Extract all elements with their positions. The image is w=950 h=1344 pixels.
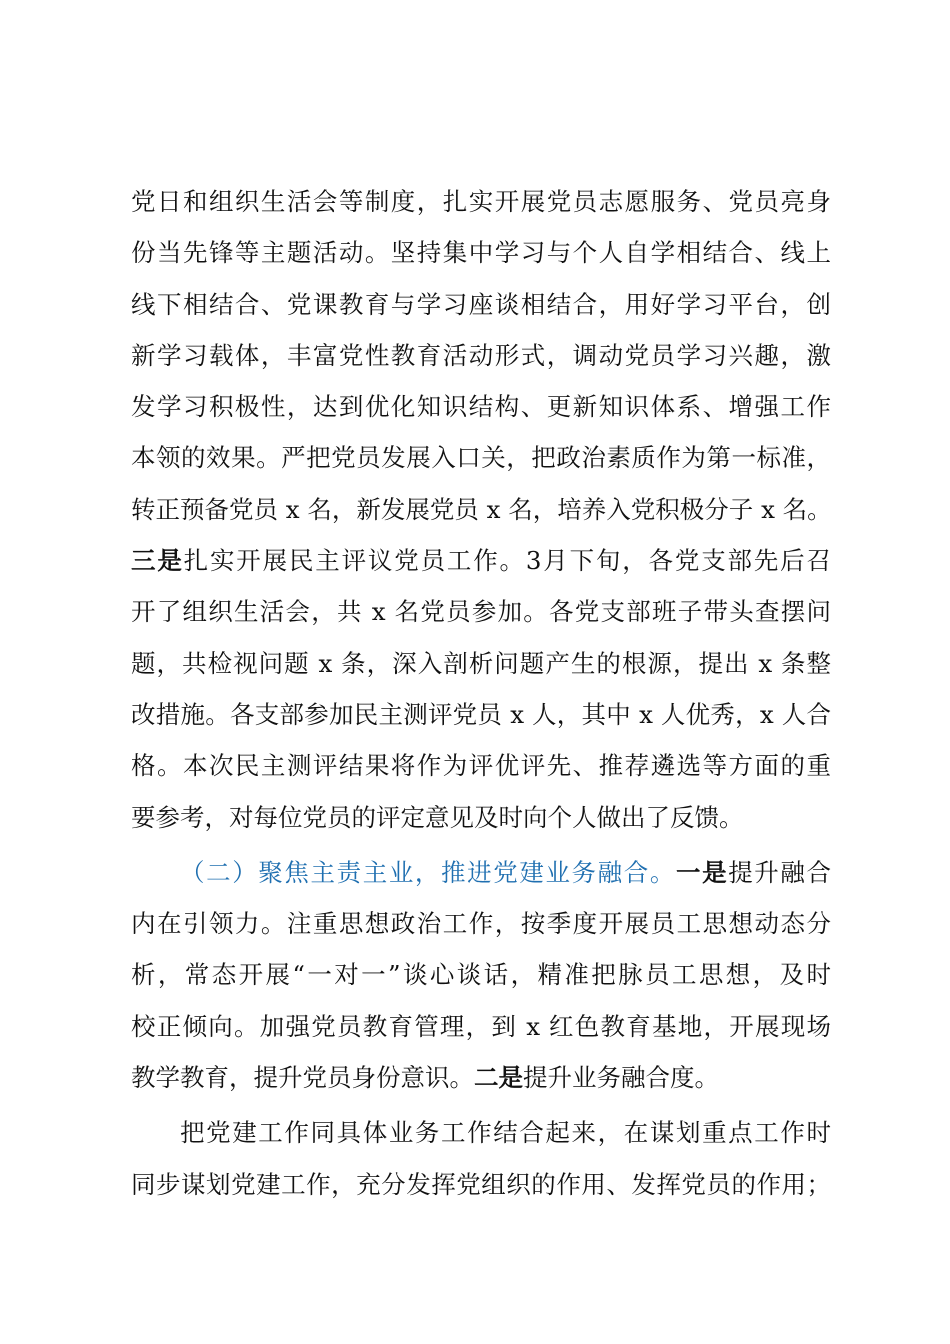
text-line: 新学习载体，丰富党性教育活动形式，调动党员学习兴趣，激 [131, 340, 831, 370]
text-line: 转正预备党员 x 名，新发展党员 x 名，培养入党积极分子 x 名。 [131, 494, 832, 524]
text-line: 份当先锋等主题活动。坚持集中学习与个人自学相结合、线上 [131, 238, 831, 268]
text-span: 提升业务融合度。 [523, 1063, 719, 1093]
text-line: 校正倾向。加强党员教育管理，到 x 红色教育基地，开展现场 [131, 1011, 831, 1041]
text-line: 格。本次民主测评结果将作为评优评先、推荐遴选等方面的重 [131, 751, 831, 781]
document-page [131, 176, 831, 1210]
section-heading: （二）聚焦主责主业，推进党建业务融合。 [180, 857, 676, 887]
text-line: 内在引领力。注重思想政治工作，按季度开展员工思想动态分 [131, 909, 831, 939]
text-line: 改措施。各支部参加民主测评党员 x 人，其中 x 人优秀，x 人合 [131, 699, 831, 729]
paragraph-1 [131, 176, 831, 535]
text-span: 扎实开展民主评议党员工作。3月下旬，各党支部先后召 [183, 546, 832, 576]
bold-lead: 一是 [675, 857, 729, 887]
text-line [131, 535, 831, 586]
text-line: 党日和组织生活会等制度，扎实开展党员志愿服务、党员亮身 [131, 187, 831, 216]
bold-lead: 三是 [131, 546, 184, 576]
text-line: 发学习积极性，达到优化知识结构、更新知识体系、增强工作 [131, 392, 831, 422]
text-line: 析，常态开展“一对一”谈心谈话，精准把脉员工思想，及时 [131, 960, 831, 990]
section-2 [131, 847, 831, 1103]
section-heading-line [131, 847, 831, 898]
text-line: 题，共检视问题 x 条，深入剖析问题产生的根源，提出 x 条整 [131, 648, 831, 678]
text-line [131, 1052, 831, 1103]
text-span: 提升融合 [728, 857, 832, 887]
paragraph-2 [131, 535, 831, 843]
text-line: 线下相结合、党课教育与学习座谈相结合，用好学习平台，创 [131, 289, 831, 319]
text-line: 把党建工作同具体业务工作结合起来，在谋划重点工作时 [180, 1118, 831, 1148]
text-line: 同步谋划党建工作，充分发挥党组织的作用、发挥党员的作用； [131, 1169, 831, 1199]
text-span: 教学教育，提升党员身份意识。 [131, 1063, 474, 1093]
text-line: 开了组织生活会，共 x 名党员参加。各党支部班子带头查摆问 [131, 597, 831, 627]
text-line: 本领的效果。严把党员发展入口关，把政治素质作为第一标准， [131, 443, 831, 473]
text-line: 要参考，对每位党员的评定意见及时向个人做出了反馈。 [131, 802, 744, 832]
bold-lead: 二是 [474, 1063, 523, 1093]
paragraph-4 [131, 1107, 831, 1210]
